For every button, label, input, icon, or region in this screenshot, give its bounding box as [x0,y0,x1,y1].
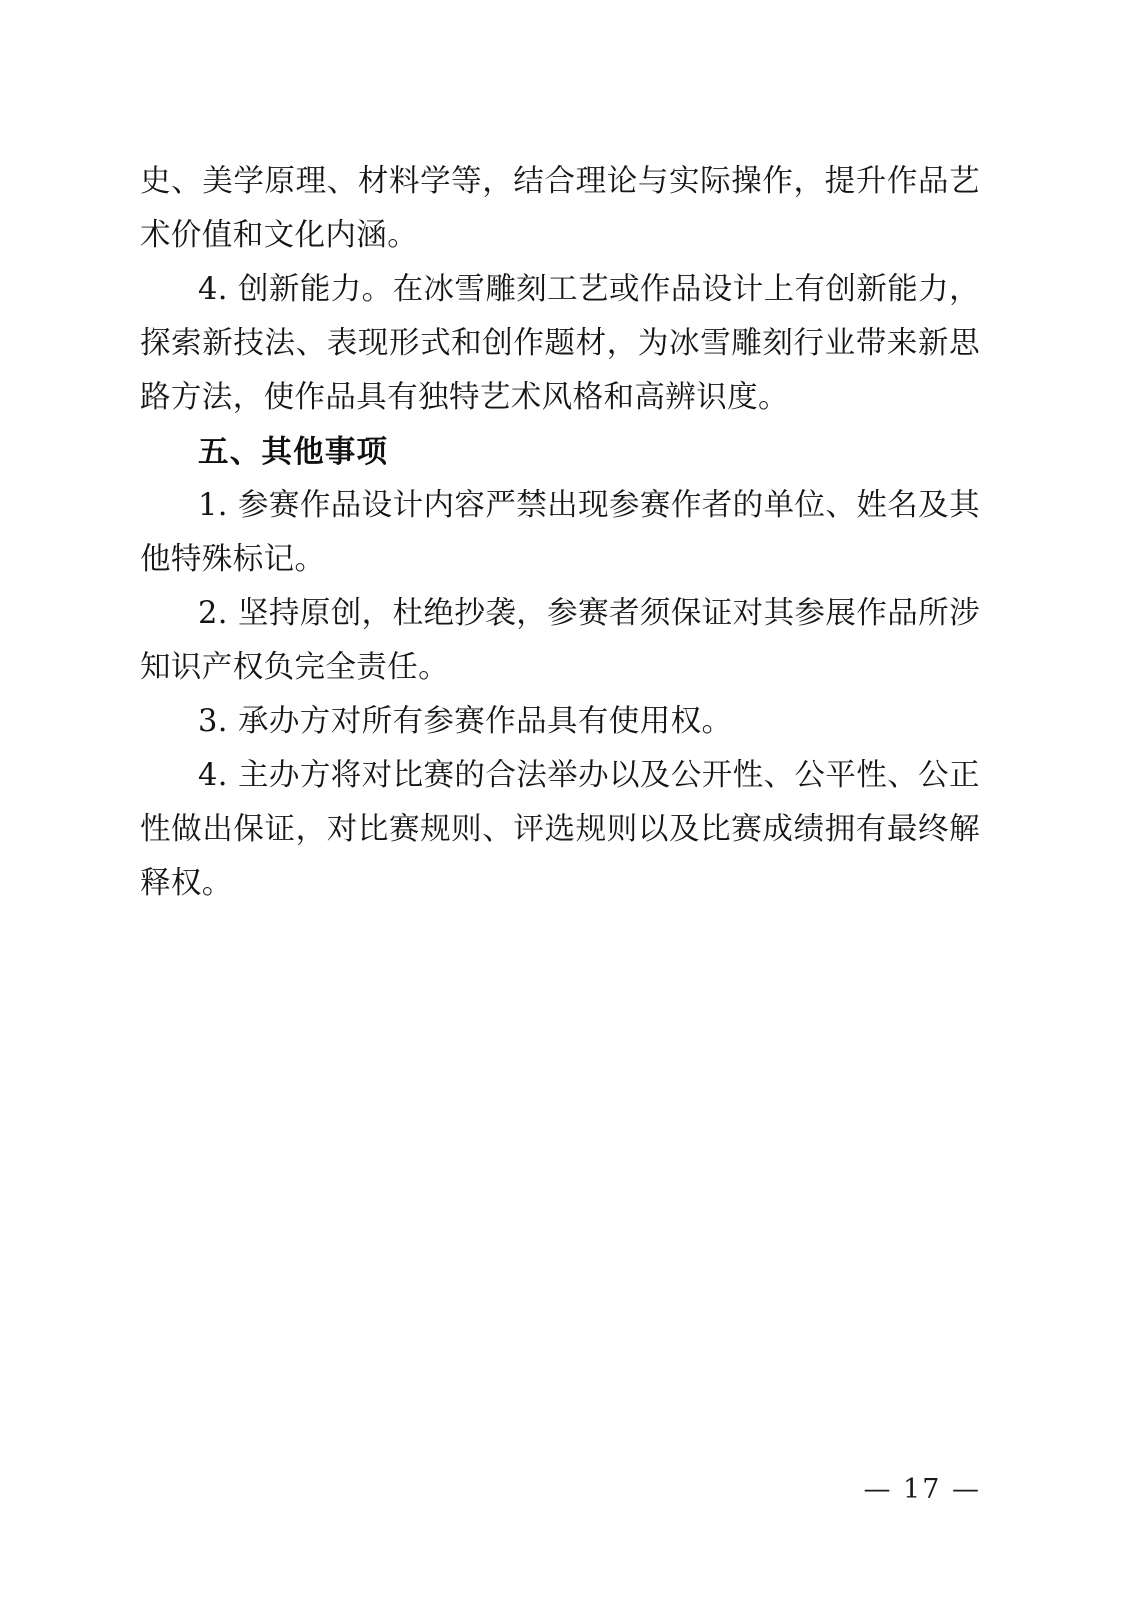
paragraph-other-item-2: 2. 坚持原创，杜绝抄袭，参赛者须保证对其参展作品所涉知识产权负完全责任。 [140,596,980,685]
page-number: — 17 — [863,1474,981,1505]
section-heading-other-matters: 五、其他事项 [198,434,389,470]
page-body [140,155,980,911]
paragraph-other-item-1: 1. 参赛作品设计内容严禁出现参赛作者的单位、姓名及其他特殊标记。 [140,488,980,577]
paragraph-other-item-3: 3. 承办方对所有参赛作品具有使用权。 [198,704,733,739]
paragraph-innovation-ability: 4. 创新能力。在冰雪雕刻工艺或作品设计上有创新能力，探索新技法、表现形式和创作题材，为冰雪雕刻行业带来新思路方法，使作品具有独特艺术风格和高辨识度。 [140,272,980,415]
paragraph-other-item-4: 4. 主办方将对比赛的合法举办以及公开性、公平性、公正性做出保证，对比赛规则、评选规则以及比赛成绩拥有最终解释权。 [140,758,980,901]
paragraph-continued: 史、美学原理、材料学等，结合理论与实际操作，提升作品艺术价值和文化内涵。 [140,164,980,253]
